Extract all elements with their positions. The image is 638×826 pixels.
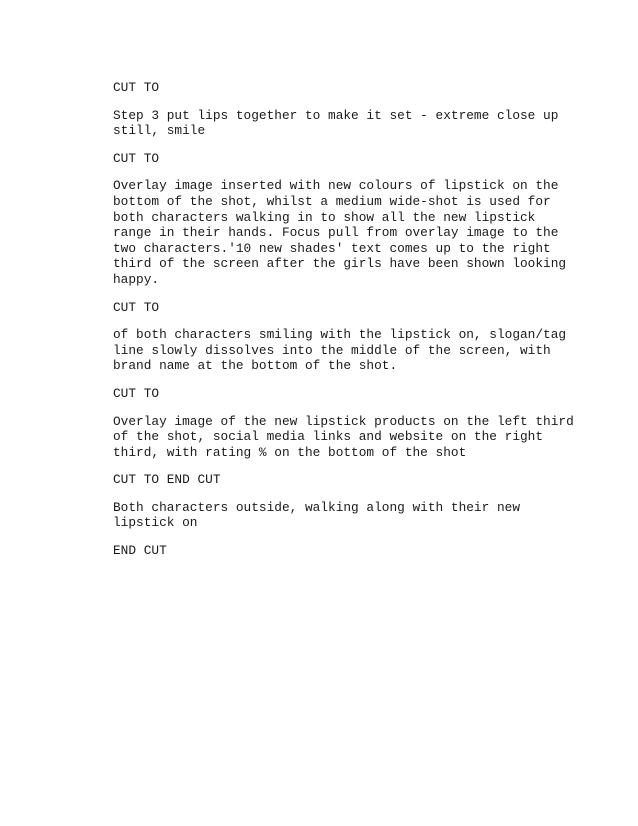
transition-cut-to-3: CUT TO	[113, 299, 160, 315]
transition-end-cut: END CUT	[113, 543, 167, 559]
action-overlay-new-colours: Overlay image inserted with new colours of lipstick on the bottom of the shot, whilst a medium wide-shot is used for both characters walking in to show all the new lipstick range in their hands. Focus pull from overlay image to the two characters.'10 new shades' text comes up to the right third of the screen after the girls have been shown looking happy.	[113, 178, 567, 287]
action-step-3: Step 3 put lips together to make it set - extreme close up still, smile	[113, 107, 559, 139]
transition-cut-to-end-cut: CUT TO END CUT	[113, 472, 221, 488]
transition-cut-to-1: CUT TO	[113, 80, 160, 95]
script-body	[113, 80, 583, 571]
action-overlay-products: Overlay image of the new lipstick products on the left third of the shot, social media links and website on the right third, with rating % on the bottom of the shot	[113, 413, 574, 460]
transition-cut-to-4: CUT TO	[113, 385, 160, 401]
action-characters-outside: Both characters outside, walking along with their new lipstick on	[113, 499, 521, 531]
transition-cut-to-2: CUT TO	[113, 150, 160, 166]
action-characters-smiling: of both characters smiling with the lipstick on, slogan/tag line slowly dissolves into the middle of the screen, with brand name at the bottom of the shot.	[113, 327, 567, 374]
